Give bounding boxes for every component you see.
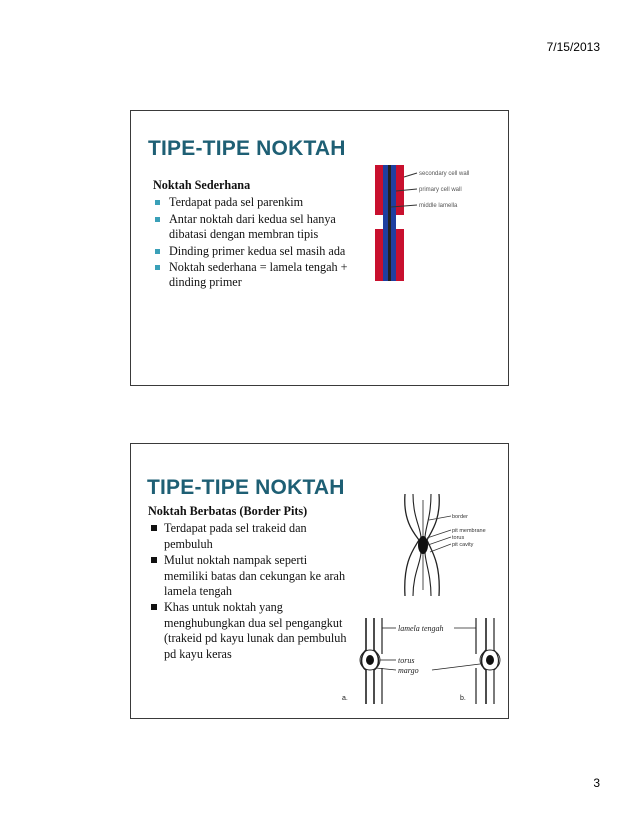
figure-label: border [452,514,468,520]
bullet-list [148,521,348,662]
slide-1 [130,110,509,386]
slide-2 [130,443,509,719]
bullet-list [153,195,353,290]
figure-label: a. [342,695,348,702]
figure-label: b. [460,695,466,702]
bullet-item: Terdapat pada sel trakeid dan pembuluh [148,521,348,552]
bullet-item: Khas untuk noktah yang menghubungkan dua sel pengangkut (trakeid pd kayu lunak dan pembuluh pd kayu keras [148,600,348,662]
slide-body [148,504,348,663]
figure-label: primary cell wall [419,187,462,193]
bullet-item: Mulut noktah nampak seperti memiliki batas dan cekungan ke arah lamela tengah [148,553,348,599]
figure-label: pit cavity [452,542,474,548]
border-pit-diagram [399,490,489,600]
slide-subtitle: Noktah Sederhana [153,178,251,192]
date-header: 7/15/2013 [546,40,600,54]
figure-label: secondary cell wall [419,171,470,177]
figure-label: pit membrane [452,528,486,534]
slide-title: TIPE-TIPE NOKTAH [148,137,346,160]
figure-label: torus [398,656,415,665]
bullet-item: Dinding primer kedua sel masih ada [153,244,353,259]
figure-label: middle lamella [419,203,458,209]
slide-subtitle: Noktah Berbatas (Border Pits) [148,504,308,518]
figure-label: torus [452,535,465,541]
bullet-item: Noktah sederhana = lamela tengah + dinding primer [153,260,353,291]
simple-pit-diagram [371,163,491,283]
bullet-item: Antar noktah dari kedua sel hanya dibatasi dengan membran tipis [153,212,353,243]
bullet-item: Terdapat pada sel parenkim [153,195,353,210]
slide-body [153,178,353,292]
slide-title: TIPE-TIPE NOKTAH [147,476,345,499]
border-pit-sketch [336,614,501,706]
page-number: 3 [593,776,600,790]
figure-label: lamela tengah [398,624,444,633]
figure-label: margo [398,666,419,675]
